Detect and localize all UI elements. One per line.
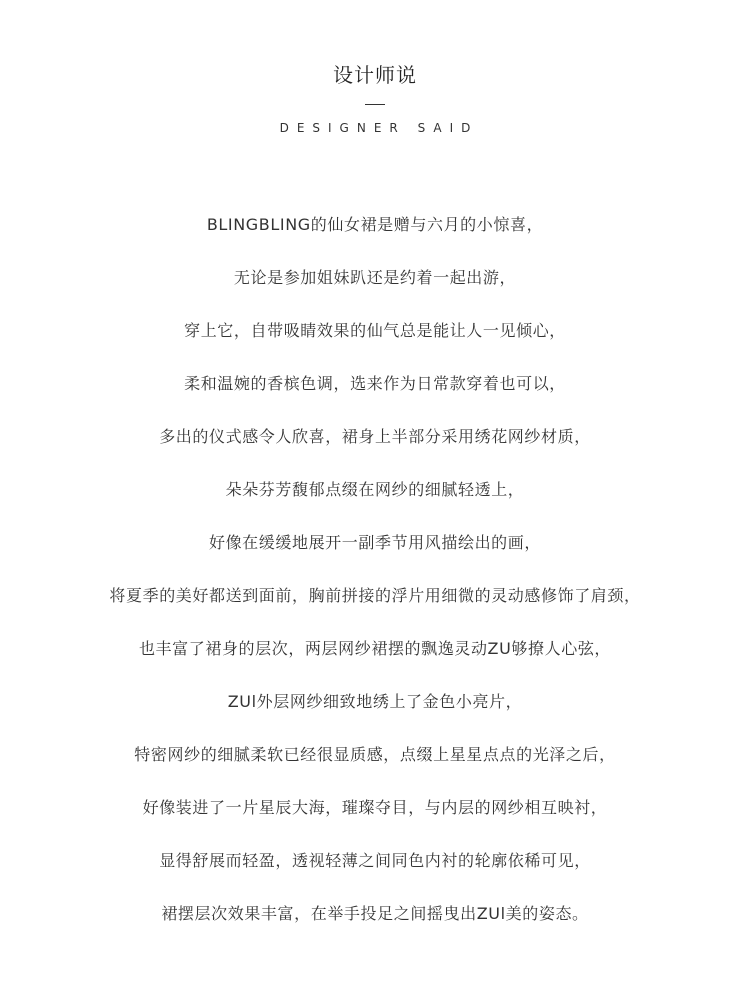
text-line: 好像在缓缓地展开一副季节用风描绘出的画，: [208, 533, 541, 552]
text-line: ZUl外层网纱细致地绣上了金色小亮片，: [227, 692, 523, 711]
text-line: 将夏季的美好都送到面前，胸前拼接的浮片用细微的灵动感修饰了肩颈，: [109, 586, 641, 605]
text-line: 显得舒展而轻盈，透视轻薄之间同色内衬的轮廓依稀可见，: [159, 851, 591, 870]
description-text: [0, 198, 750, 940]
text-line: 柔和温婉的香槟色调，选来作为日常款穿着也可以，: [184, 374, 566, 393]
text-line: 无论是参加姐妹趴还是约着一起出游，: [233, 268, 517, 287]
title-divider: [365, 104, 385, 105]
page-title: 设计师说: [333, 63, 417, 87]
text-line: 多出的仪式感令人欣喜，裙身上半部分采用绣花网纱材质，: [159, 427, 591, 446]
page-subtitle: DESIGNER SAID: [279, 121, 479, 135]
text-line: 特密网纱的细腻柔软已经很显质感，点缀上星星点点的光泽之后，: [134, 745, 616, 764]
text-line: 也丰富了裙身的层次，两层网纱裙摆的飘逸灵动ZU够撩人心弦，: [138, 639, 612, 658]
text-line: 好像装进了一片星辰大海，璀璨夺目，与内层的网纱相互映衬，: [142, 798, 608, 817]
text-line: 穿上它，自带吸睛效果的仙气总是能让人一见倾心，: [184, 321, 566, 340]
text-line: 朵朵芬芳馥郁点缀在网纱的细腻轻透上，: [225, 480, 525, 499]
section-header: [0, 60, 750, 137]
text-line: BLINGBLING的仙女裙是赠与六月的小惊喜，: [206, 215, 544, 234]
text-line: 裙摆层次效果丰富，在举手投足之间摇曳出ZUl美的姿态。: [161, 904, 589, 923]
